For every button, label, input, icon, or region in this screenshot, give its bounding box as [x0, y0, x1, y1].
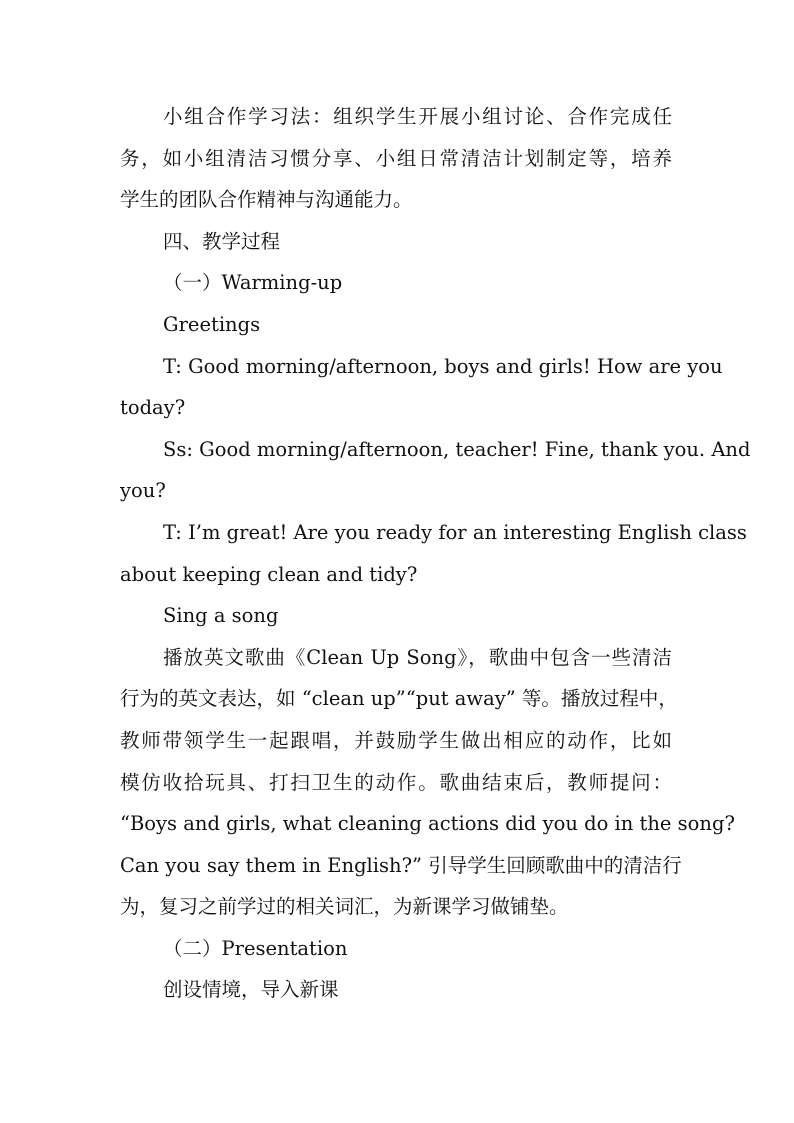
body-text [120, 96, 751, 1011]
dialogue-line: you? [120, 479, 166, 503]
paragraph-line: 行为的英文表达，如 “clean up”“put away” 等。播放过程中， [120, 687, 678, 711]
paragraph-line: 务，如小组清洁习惯分享、小组日常清洁计划制定等，培养 [120, 146, 672, 170]
paragraph-line: 学生的团队合作精神与沟通能力。 [120, 188, 413, 212]
dialogue-line: today? [120, 396, 186, 420]
paragraph-line: Can you say them in English?” 引导学生回顾歌曲中的清洁行 [120, 853, 682, 877]
activity-title: Greetings [163, 312, 261, 336]
paragraph-line: 教师带领学生一起跟唱，并鼓励学生做出相应的动作，比如 [120, 728, 672, 752]
paragraph-line: 播放英文歌曲《Clean Up Song》，歌曲中包含一些清洁 [163, 645, 672, 669]
subsection-heading: （二）Presentation [163, 936, 348, 960]
paragraph-line: 模仿收拾玩具、打扫卫生的动作。歌曲结束后，教师提问： [120, 770, 672, 794]
activity-title: Sing a song [163, 604, 279, 628]
section-heading: 四、教学过程 [163, 229, 281, 253]
paragraph-line: 为，复习之前学过的相关词汇，为新课学习做铺垫。 [120, 895, 569, 919]
dialogue-line: Ss: Good morning/afternoon, teacher! Fine, thank you. And [163, 437, 751, 461]
subsection-heading: （一）Warming-up [163, 271, 343, 295]
dialogue-line: T: Good morning/afternoon, boys and girls! How are you [163, 354, 723, 378]
paragraph-line: “Boys and girls, what cleaning actions did you do in the song? [120, 812, 735, 836]
dialogue-line: about keeping clean and tidy? [120, 562, 418, 586]
dialogue-line: T: I’m great! Are you ready for an interesting English class [163, 520, 747, 544]
paragraph-line: 小组合作学习法：组织学生开展小组讨论、合作完成任 [163, 105, 672, 128]
activity-title: 创设情境，导入新课 [163, 978, 339, 1002]
